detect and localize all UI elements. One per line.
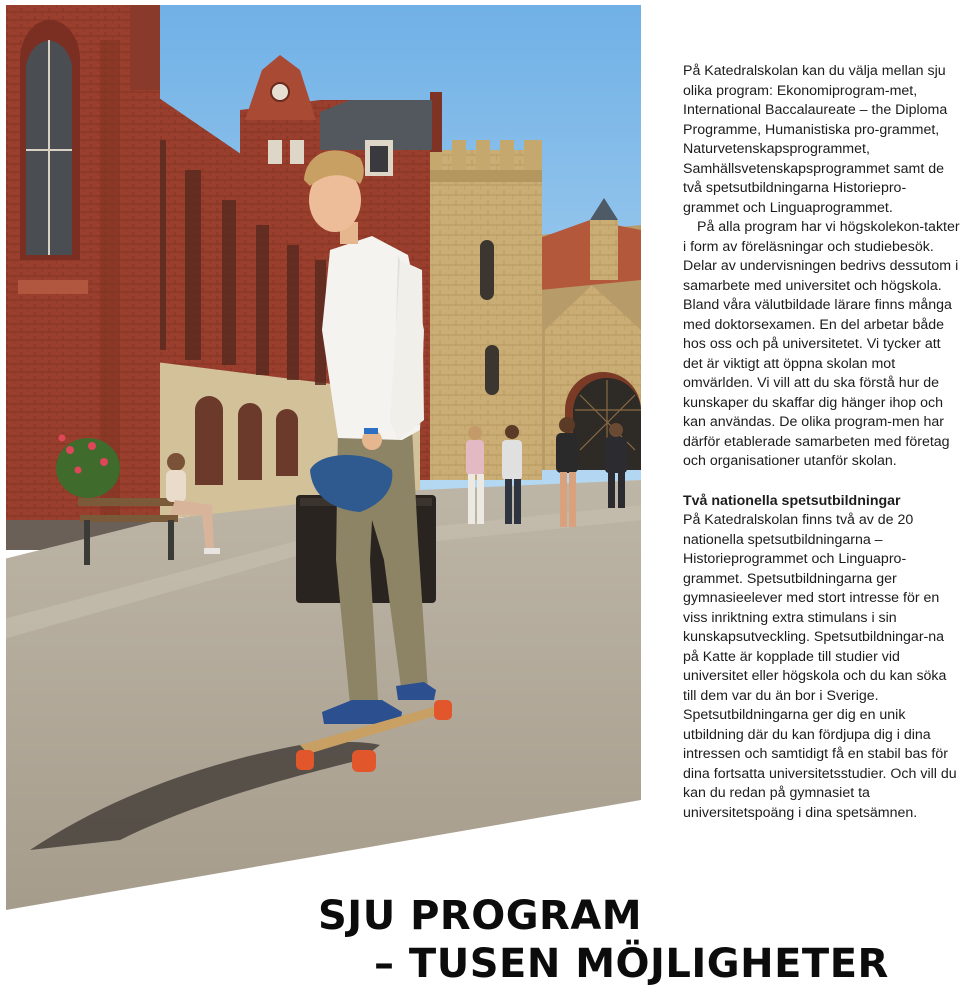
intro-paragraph-1: På Katedralskolan kan du välja mellan sju olika program: Ekonomiprogram-met, International Baccalaureate – the Diploma Programme, Humanistiska pro-grammet, Naturvetenskapsprogrammet, Samhällsvetenskapsprogrammet samt de två spetsutbildningarna Historiepro-grammet och Linguaprogrammet. <box>683 63 948 216</box>
headline-line-2: – TUSEN MÖJLIGHETER <box>374 941 889 987</box>
article-text-column <box>683 62 960 823</box>
central-tower <box>428 92 542 480</box>
section-heading: Två nationella spetsutbildningar <box>683 492 901 509</box>
headline-line-1: SJU PROGRAM <box>318 893 643 939</box>
page-headline <box>318 892 889 988</box>
section-body: På Katedralskolan finns två av de 20 nationella spetsutbildningarna – Historieprogrammet och Linguapro-grammet. Spetsutbildningarna ger gymnasieelever med stort intresse för en viss inriktning extra stimulans i sin kunskapsutveckling. Spetsutbildningar-na på Katte är kopplade till studier vid universitet eller högskola och du kan söka till dem var du än bor i Sverige. Spetsutbildningarna ger dig en unik utbildning där du kan fördjupa dig i dina intressen och samtidigt få en stabil bas för dina fortsatta universitetsstudier. Och vill du kan du redan på gymnasiet ta universitetspoäng i dina spetsämnen. <box>683 512 957 821</box>
intro-paragraph-2: På alla program har vi högskolekon-takter i form av föreläsningar och studiebesök. Delar av undervisningen bedrivs dessutom i samarbete med universitet och högskola. Bland våra välutbildade lärare finns många med doktorsexamen. En del arbetar både hos oss och på universitetet. Vi tycker att det är viktigt att öppna skolan mot omvärlden. Vi vill att du ska förstå hur de kunskaper du skaffar dig hänger ihop och kan användas. De olika program-men har därför etablerade samarbeten med företag och organisationer utanför skolan. <box>683 219 960 469</box>
stone-chapel <box>540 198 641 470</box>
